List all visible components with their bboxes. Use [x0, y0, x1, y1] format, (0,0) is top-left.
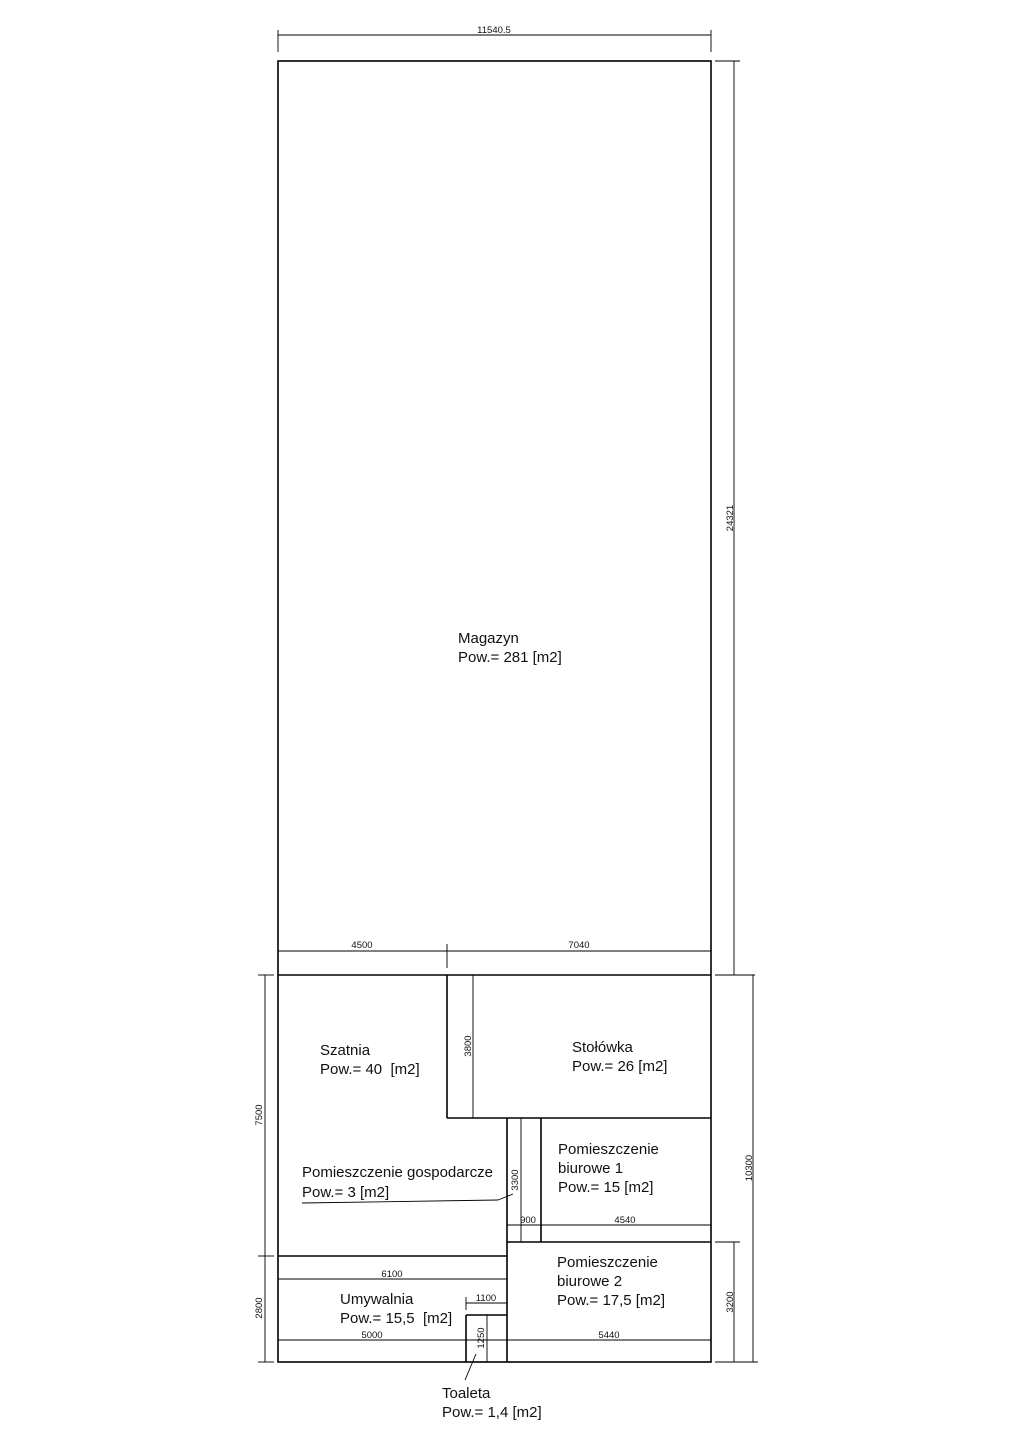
stolowka-name: Stołówka [572, 1039, 633, 1056]
szatnia-name: Szatnia [320, 1042, 371, 1059]
dim-overall-width: 11540.5 [477, 25, 511, 36]
biurowe2-name-line2: biurowe 2 [557, 1273, 623, 1290]
dim-left-bottom: 2800 [254, 1297, 265, 1319]
dim-biurowe1-width: 4540 [614, 1215, 636, 1226]
dim-stolowka-width: 7040 [568, 940, 590, 951]
gospodarcze-name: Pomieszczenie gospodarcze [302, 1164, 493, 1181]
biurowe2-name-line1: Pomieszczenie [557, 1254, 658, 1271]
dim-szatnia-width: 4500 [351, 940, 373, 951]
dim-biurowe2-width: 5440 [598, 1330, 620, 1341]
dim-gospodarcze-depth: 3300 [510, 1169, 521, 1191]
dim-toaleta-depth: 1250 [476, 1327, 487, 1349]
dim-toaleta-width: 1100 [475, 1293, 497, 1304]
magazyn-area: Pow.= 281 [m2] [458, 649, 562, 666]
dim-stolowka-depth: 3800 [463, 1035, 474, 1057]
dim-umywalnia-width: 6100 [381, 1269, 403, 1280]
dim-right-bottom: 3200 [725, 1291, 736, 1313]
biurowe1-name-line2: biurowe 1 [558, 1160, 624, 1177]
szatnia-area: Pow.= 40 [m2] [320, 1061, 420, 1078]
umywalnia-name: Umywalnia [340, 1291, 414, 1308]
dim-gospodarcze-width: 900 [520, 1215, 536, 1226]
dimension-texts [254, 25, 755, 1349]
stolowka-area: Pow.= 26 [m2] [572, 1058, 668, 1075]
biurowe1-name-line1: Pomieszczenie [558, 1141, 659, 1158]
dim-overall-height: 24321 [725, 504, 736, 532]
toaleta-area: Pow.= 1,4 [m2] [442, 1404, 542, 1421]
magazyn-name: Magazyn [458, 630, 519, 647]
gospodarcze-area: Pow.= 3 [m2] [302, 1184, 390, 1201]
dim-umywalnia-lower: 5000 [361, 1330, 383, 1341]
biurowe1-area: Pow.= 15 [m2] [558, 1179, 654, 1196]
biurowe2-area: Pow.= 17,5 [m2] [557, 1292, 665, 1309]
dim-right-lower: 10300 [744, 1154, 755, 1182]
umywalnia-area: Pow.= 15,5 [m2] [340, 1310, 453, 1327]
dim-left-mid: 7500 [254, 1104, 265, 1126]
toaleta-name: Toaleta [442, 1385, 491, 1402]
